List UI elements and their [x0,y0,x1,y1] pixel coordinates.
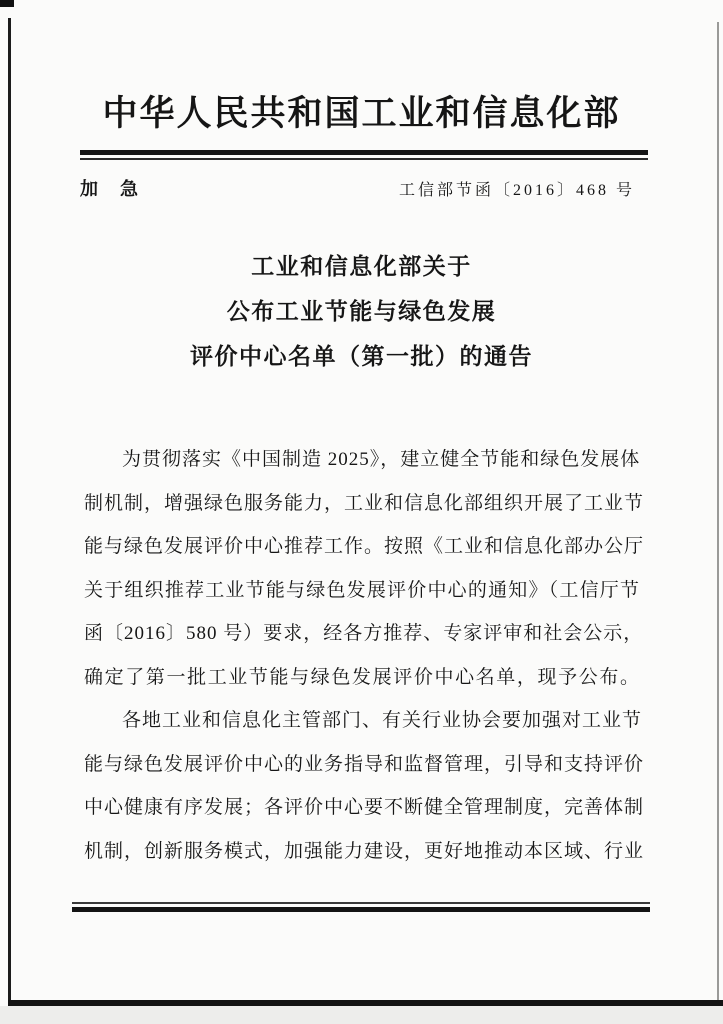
letterhead-divider [80,150,648,160]
body-text-line: 制机制，增强绿色服务能力，工业和信息化部组织开展了工业节 [84,492,645,514]
document-body [84,438,645,873]
body-text-line: 中心健康有序发展；各评价中心要不断健全管理制度，完善体制 [84,797,645,818]
document-title-line: 工业和信息化部关于 [251,254,472,279]
urgency-label: 加 急 [80,179,140,199]
scan-edge-right [717,22,719,1008]
letterhead-divider-thin-line [80,158,648,160]
body-text-line: 机制，创新服务模式，加强能力建设，更好地推动本区域、行业 [84,840,645,862]
scan-corner-mark [0,0,14,7]
document-title-line: 公布工业节能与绿色发展 [226,299,497,324]
body-text-line: 能与绿色发展评价中心推荐工作。按照《工业和信息化部办公厅 [84,536,645,557]
scan-background-strip [0,1006,723,1024]
body-paragraph-2 [84,699,645,873]
footer-divider [72,902,650,912]
document-number: 工信部节函〔2016〕468 号 [398,182,635,199]
body-text-line: 各地工业和信息化主管部门、有关行业协会要加强对工业节 [122,710,643,731]
document-title-line: 评价中心名单（第一批）的通告 [190,344,533,369]
body-text-line: 函〔2016〕580 号）要求，经各方推荐、专家评审和社会公示， [84,623,644,644]
body-text-line: 为贯彻落实《中国制造 2025》，建立健全节能和绿色发展体 [122,449,641,470]
document-meta-row [80,175,635,201]
document-title [0,244,723,379]
body-text-line: 能与绿色发展评价中心的业务指导和监督管理，引导和支持评价 [84,753,645,775]
letterhead-org-name: 中华人民共和国工业和信息化部 [102,94,621,133]
body-text-line: 关于组织推荐工业节能与绿色发展评价中心的通知》（工信厅节 [84,579,640,601]
footer-divider-thick-line [72,907,650,912]
body-text-line: 确定了第一批工业节能与绿色发展评价中心名单，现予公布。 [84,666,640,688]
scan-edge-left [8,18,11,1006]
body-paragraph-1 [84,438,645,699]
